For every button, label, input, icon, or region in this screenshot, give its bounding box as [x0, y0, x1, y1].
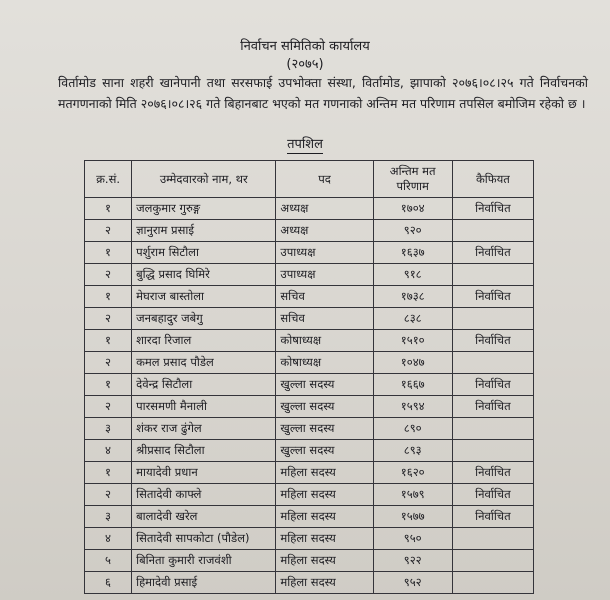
cell-remarks: [452, 220, 533, 242]
cell-sn: ५: [85, 550, 132, 572]
table-row: [85, 330, 534, 352]
cell-post: खुल्ला सदस्य: [276, 374, 373, 396]
cell-post: खुल्ला सदस्य: [276, 396, 373, 418]
cell-post: खुल्ला सदस्य: [276, 418, 373, 440]
cell-sn: ६: [85, 572, 132, 594]
cell-name: मेघराज बास्तोला: [132, 286, 276, 308]
cell-remarks: निर्वाचित: [452, 374, 533, 396]
cell-sn: २: [85, 220, 132, 242]
cell-sn: १: [85, 242, 132, 264]
table-row: [85, 484, 534, 506]
table-row: [85, 264, 534, 286]
cell-sn: २: [85, 396, 132, 418]
table-row: [85, 396, 534, 418]
cell-post: महिला सदस्य: [276, 572, 373, 594]
cell-post: सचिव: [276, 308, 373, 330]
cell-sn: २: [85, 484, 132, 506]
cell-post: सचिव: [276, 286, 373, 308]
cell-votes: ९५०: [373, 528, 452, 550]
cell-post: महिला सदस्य: [276, 506, 373, 528]
cell-name: सितादेवी काफ्ले: [132, 484, 276, 506]
cell-post: कोषाध्यक्ष: [276, 352, 373, 374]
cell-votes: ९२०: [373, 220, 452, 242]
cell-remarks: निर्वाचित: [452, 330, 533, 352]
table-row: [85, 440, 534, 462]
cell-remarks: निर्वाचित: [452, 396, 533, 418]
cell-sn: १: [85, 374, 132, 396]
cell-name: शारदा रिजाल: [132, 330, 276, 352]
cell-votes: १५९४: [373, 396, 452, 418]
cell-name: देवेन्द्र सिटौला: [132, 374, 276, 396]
cell-sn: ४: [85, 440, 132, 462]
table-row: [85, 418, 534, 440]
cell-name: बुद्धि प्रसाद घिमिरे: [132, 264, 276, 286]
cell-sn: १: [85, 198, 132, 220]
cell-remarks: [452, 352, 533, 374]
cell-name: ज्ञानुराम प्रसाई: [132, 220, 276, 242]
cell-name: पारसमणी मैनाली: [132, 396, 276, 418]
cell-remarks: निर्वाचित: [452, 242, 533, 264]
cell-sn: २: [85, 264, 132, 286]
cell-remarks: [452, 528, 533, 550]
table-row: [85, 462, 534, 484]
table-subtitle-wrap: [0, 134, 610, 152]
cell-votes: १६६७: [373, 374, 452, 396]
cell-votes: ८९०: [373, 418, 452, 440]
cell-remarks: [452, 550, 533, 572]
cell-remarks: निर्वाचित: [452, 286, 533, 308]
cell-sn: १: [85, 286, 132, 308]
cell-post: कोषाध्यक्ष: [276, 330, 373, 352]
cell-remarks: निर्वाचित: [452, 462, 533, 484]
cell-votes: १५१०: [373, 330, 452, 352]
cell-name: श्रीप्रसाद सिटौला: [132, 440, 276, 462]
cell-name: मायादेवी प्रधान: [132, 462, 276, 484]
cell-remarks: निर्वाचित: [452, 198, 533, 220]
office-title: निर्वाचन समितिको कार्यालय: [240, 39, 370, 54]
cell-votes: १५७९: [373, 484, 452, 506]
table-row: [85, 220, 534, 242]
cell-sn: ४: [85, 528, 132, 550]
cell-remarks: [452, 418, 533, 440]
table-row: [85, 352, 534, 374]
cell-sn: २: [85, 308, 132, 330]
cell-post: खुल्ला सदस्य: [276, 440, 373, 462]
year-label: (२०७५): [286, 57, 324, 72]
cell-remarks: [452, 308, 533, 330]
cell-name: कमल प्रसाद पौडेल: [132, 352, 276, 374]
table-row: [85, 550, 534, 572]
cell-votes: १६२०: [373, 462, 452, 484]
cell-remarks: [452, 264, 533, 286]
col-header-votes-text: अन्तिम मत परिणाम: [389, 164, 436, 193]
cell-votes: १०४७: [373, 352, 452, 374]
cell-post: अध्यक्ष: [276, 220, 373, 242]
col-header-name: उम्मेदवारको नाम, थर: [132, 161, 276, 198]
table-row: [85, 374, 534, 396]
cell-post: उपाध्यक्ष: [276, 242, 373, 264]
cell-name: जलकुमार गुरुङ्ग: [132, 198, 276, 220]
table-row: [85, 528, 534, 550]
cell-remarks: [452, 440, 533, 462]
table-row: [85, 572, 534, 594]
table-header-row: [85, 161, 534, 198]
results-table: [84, 160, 534, 594]
cell-post: महिला सदस्य: [276, 484, 373, 506]
cell-name: शंकर राज ढुंगेल: [132, 418, 276, 440]
table-row: [85, 308, 534, 330]
cell-votes: ८३८: [373, 308, 452, 330]
col-header-votes: [373, 161, 452, 198]
cell-remarks: [452, 572, 533, 594]
cell-post: अध्यक्ष: [276, 198, 373, 220]
col-header-remarks: कैफियत: [452, 161, 533, 198]
cell-sn: १: [85, 462, 132, 484]
cell-remarks: निर्वाचित: [452, 506, 533, 528]
cell-name: सितादेवी सापकोटा (पौडेल): [132, 528, 276, 550]
cell-name: बिनिता कुमारी राजवंशी: [132, 550, 276, 572]
cell-sn: २: [85, 352, 132, 374]
cell-post: महिला सदस्य: [276, 528, 373, 550]
cell-votes: १५७७: [373, 506, 452, 528]
table-row: [85, 506, 534, 528]
cell-name: बालादेवी खरेल: [132, 506, 276, 528]
cell-name: हिमादेवी प्रसाई: [132, 572, 276, 594]
cell-sn: ३: [85, 418, 132, 440]
table-subtitle: तपशिल: [287, 137, 323, 152]
cell-votes: १६३७: [373, 242, 452, 264]
cell-votes: ९५२: [373, 572, 452, 594]
cell-post: महिला सदस्य: [276, 462, 373, 484]
cell-remarks: निर्वाचित: [452, 484, 533, 506]
col-header-sn: क्र.सं.: [85, 161, 132, 198]
cell-votes: ९१८: [373, 264, 452, 286]
cell-name: पर्शुराम सिटौला: [132, 242, 276, 264]
cell-votes: १७३८: [373, 286, 452, 308]
table-row: [85, 242, 534, 264]
cell-name: जनबहादुर जबेगु: [132, 308, 276, 330]
cell-post: उपाध्यक्ष: [276, 264, 373, 286]
col-header-post: पद: [276, 161, 373, 198]
cell-votes: १७०४: [373, 198, 452, 220]
cell-votes: ८९३: [373, 440, 452, 462]
intro-paragraph: विर्तामोड साना शहरी खानेपानी तथा सरसफाई उपभोक्ता संस्था, विर्तामोड, झापाको २०७६।०८।२५ गते निर्वाचनको मतगणनाको मिति २०७६।०८।२६ गते बिहानबाट भएको मत गणनाको अन्तिम मत परिणाम तपसिल बमोजिम रहेको छ ।: [58, 75, 588, 111]
cell-sn: १: [85, 330, 132, 352]
cell-sn: ३: [85, 506, 132, 528]
cell-votes: ९२२: [373, 550, 452, 572]
table-row: [85, 198, 534, 220]
table-row: [85, 286, 534, 308]
cell-post: महिला सदस्य: [276, 550, 373, 572]
